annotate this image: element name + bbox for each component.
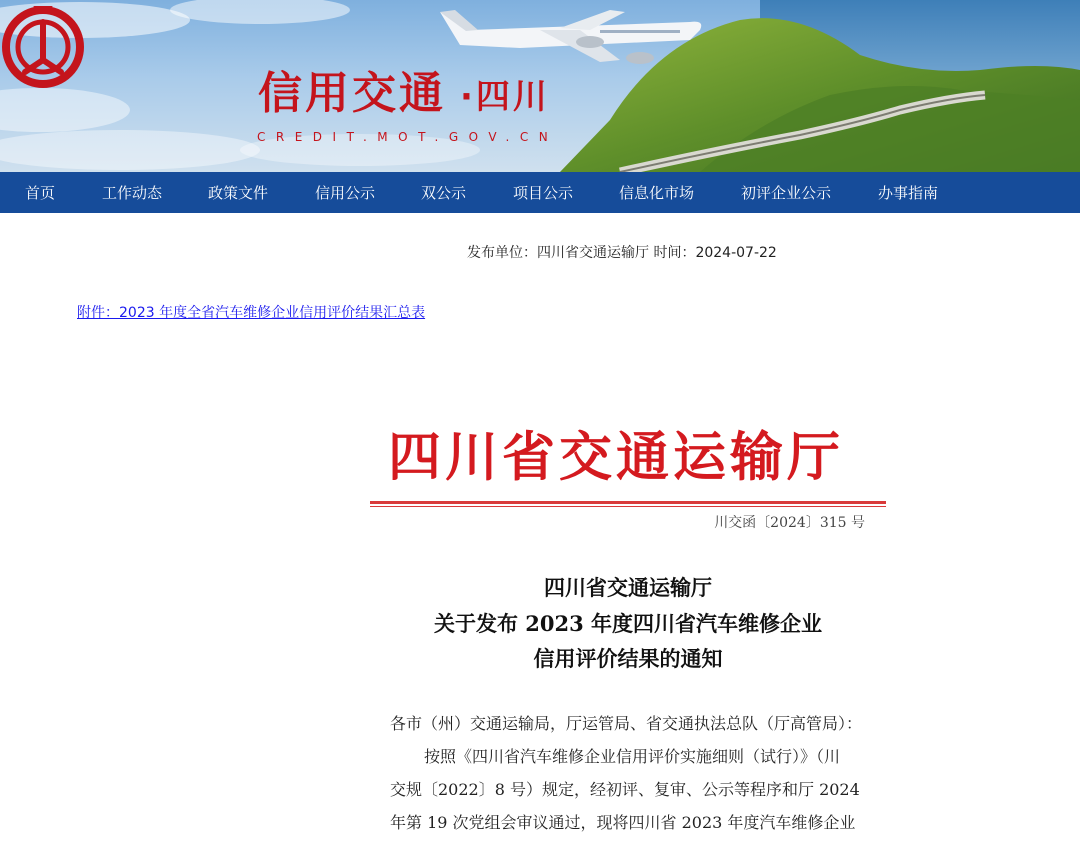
document-red-rule xyxy=(370,501,886,504)
nav-item-policy-docs[interactable]: 政策文件 xyxy=(208,184,269,202)
document-title-line: 四川省交通运输厅 xyxy=(544,575,712,600)
article-meta: 发布单位：四川省交通运输厅 时间：2024-07-22 xyxy=(467,245,777,261)
attachment-link[interactable]: 附件：2023 年度全省汽车维修企业信用评价结果汇总表 xyxy=(77,305,426,321)
site-domain: CREDIT.MOT.GOV.CN xyxy=(257,130,559,144)
site-name: 信用交通 xyxy=(258,68,446,119)
document-body-line: 按照《四川省汽车维修企业信用评价实施细则（试行）》（川 xyxy=(424,747,841,766)
main-nav xyxy=(0,172,1080,213)
site-logo-icon xyxy=(0,0,86,90)
document-body-line: 交规〔2022〕8 号）规定，经初评、复审、公示等程序和厅 2024 xyxy=(390,780,860,799)
document-number: 川交函〔2024〕315 号 xyxy=(714,515,865,531)
nav-item-work-news[interactable]: 工作动态 xyxy=(102,184,163,202)
nav-item-home[interactable]: 首页 xyxy=(25,184,56,202)
airplane-illustration xyxy=(440,10,701,64)
document-body-line: 年第 19 次党组会审议通过，现将四川省 2023 年度汽车维修企业 xyxy=(390,813,856,832)
nav-item-service-guide[interactable]: 办事指南 xyxy=(878,184,939,202)
nav-item-double-publicity[interactable]: 双公示 xyxy=(421,184,467,202)
document-title-line: 信用评价结果的通知 xyxy=(533,646,723,671)
site-banner xyxy=(0,0,1080,172)
nav-item-project-publicity[interactable]: 项目公示 xyxy=(513,184,574,202)
document-title-line: 关于发布 2023 年度四川省汽车维修企业 xyxy=(433,611,823,636)
nav-item-credit-publicity[interactable]: 信用公示 xyxy=(315,184,376,202)
site-region: ·四川 xyxy=(460,77,550,117)
document-org-header: 四川省交通运输厅 xyxy=(388,426,844,488)
document-body-line: 各市（州）交通运输局，厅运管局、省交通执法总队（厅高管局）： xyxy=(390,714,863,733)
nav-item-preliminary-rating[interactable]: 初评企业公示 xyxy=(741,184,832,202)
nav-item-it-market[interactable]: 信息化市场 xyxy=(619,184,695,202)
site-title xyxy=(258,68,550,123)
document-red-rule-thin xyxy=(370,506,886,507)
